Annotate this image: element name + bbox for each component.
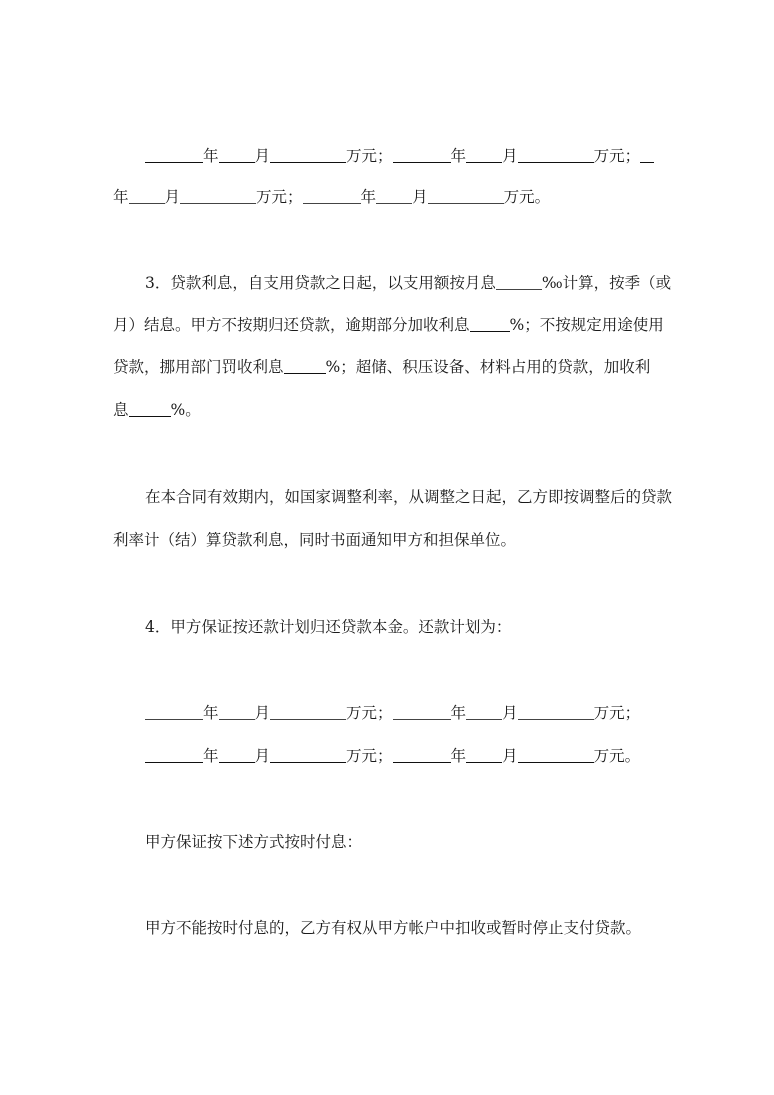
clause-3-line-1 (145, 273, 671, 293)
payment-default-line: 甲方不能按时付息的，乙方有权从甲方帐户中扣收或暂时停止支付贷款。 (145, 919, 642, 937)
repayment-schedule-line-2 (113, 187, 550, 207)
amount-label: 万元； (593, 147, 641, 165)
blank-amount (518, 161, 594, 163)
blank-amount (270, 761, 346, 763)
clause-3-text: 贷款，挪用部门罚收利息 (113, 358, 284, 376)
month-label: 月 (254, 747, 271, 765)
blank-month (129, 202, 165, 204)
blank-month (466, 718, 502, 720)
amount-label: 万元； (346, 147, 393, 165)
blank-year (145, 761, 203, 763)
blank-month (219, 161, 255, 163)
repayment-plan-line-2 (145, 746, 640, 766)
blank-amount (518, 761, 594, 763)
blank-monthly-rate (496, 288, 542, 290)
month-label: 月 (502, 704, 518, 722)
amount-label: 万元。 (593, 747, 641, 765)
blank-amount (180, 202, 256, 204)
blank-month (219, 761, 255, 763)
clause-3-line-2 (113, 315, 664, 335)
blank-year (393, 161, 451, 163)
repayment-plan-line-1 (145, 703, 640, 723)
month-label: 月 (502, 747, 518, 765)
year-label: 年 (450, 147, 467, 165)
clause-3-line-3 (113, 357, 650, 377)
amount-label: 万元； (346, 747, 393, 765)
interest-payment-line: 甲方保证按下述方式按时付息： (145, 833, 363, 851)
year-label: 年 (203, 747, 219, 765)
blank-month (466, 761, 502, 763)
blank-month (376, 202, 412, 204)
rate-adjustment-line-1: 在本合同有效期内，如国家调整利率，从调整之日起，乙方即按调整后的贷款 (145, 488, 673, 506)
blank-year (393, 761, 451, 763)
clause-3-text: 月）结息。甲方不按期归还贷款，逾期部分加收利息 (113, 316, 470, 334)
blank-year (393, 718, 451, 720)
month-label: 月 (412, 188, 428, 206)
month-label: 月 (254, 147, 271, 165)
clause-3-text: ‰计算，按季（或 (541, 274, 672, 292)
amount-label: 万元； (346, 704, 393, 722)
clause-4-line-1: 4．甲方保证按还款计划归还贷款本金。还款计划为： (145, 618, 512, 636)
blank-year (303, 202, 361, 204)
blank-amount (518, 718, 594, 720)
year-label: 年 (450, 747, 467, 765)
blank-month (219, 718, 255, 720)
amount-label: 万元； (593, 704, 641, 722)
clause-3-text: 息 (113, 401, 129, 419)
blank-amount (270, 161, 346, 163)
month-label: 月 (164, 188, 181, 206)
year-label: 年 (203, 704, 219, 722)
month-label: 月 (502, 147, 518, 165)
blank-extra-rate (129, 415, 171, 417)
rate-adjustment-line-2: 利率计（结）算贷款利息，同时书面通知甲方和担保单位。 (113, 531, 517, 549)
amount-label: 万元。 (503, 188, 551, 206)
year-label: 年 (113, 188, 129, 206)
year-label: 年 (360, 188, 377, 206)
blank-month (466, 161, 502, 163)
clause-3-text: 3．贷款利息，自支用贷款之日起，以支用额按月息 (145, 274, 496, 292)
clause-3-text: %；不按规定用途使用 (509, 316, 664, 334)
amount-label: 万元； (256, 188, 303, 206)
blank-amount (428, 202, 504, 204)
year-label: 年 (450, 704, 467, 722)
clause-3-line-4 (113, 400, 201, 420)
blank-misuse-rate (284, 372, 326, 374)
year-label: 年 (203, 147, 219, 165)
blank-year (640, 161, 654, 163)
blank-year (145, 718, 203, 720)
clause-3-text: %；超储、积压设备、材料占用的贷款，加收利 (325, 358, 651, 376)
month-label: 月 (254, 704, 271, 722)
blank-year (145, 161, 203, 163)
repayment-schedule-line-1 (145, 146, 654, 166)
blank-amount (270, 718, 346, 720)
clause-3-text: %。 (170, 401, 201, 419)
blank-overdue-rate (470, 330, 510, 332)
